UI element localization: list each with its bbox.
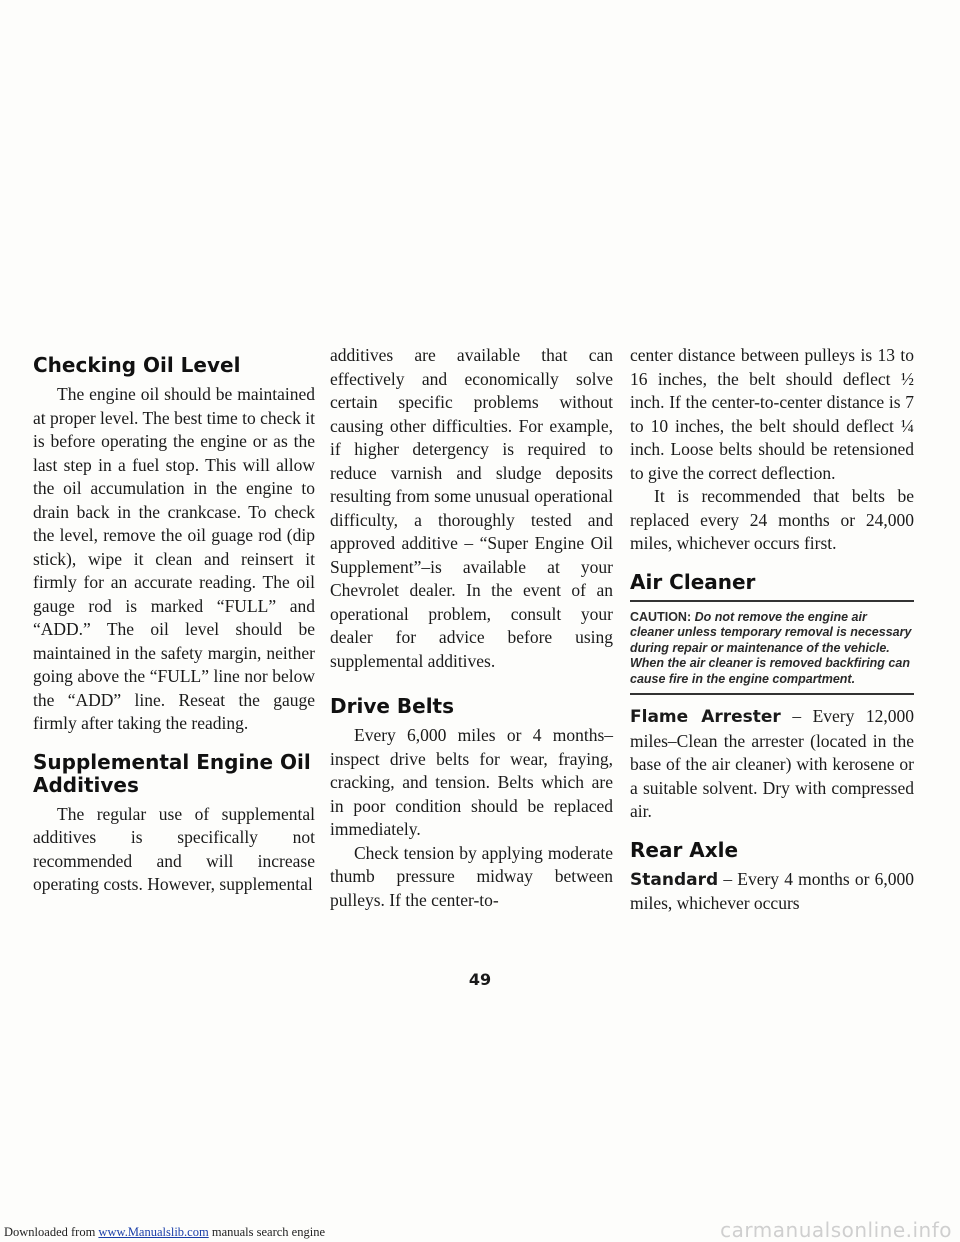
paragraph-rear-axle-standard bbox=[630, 868, 914, 916]
column-right bbox=[630, 338, 914, 916]
download-footer bbox=[4, 1225, 325, 1240]
column-left bbox=[33, 338, 315, 897]
paragraph-supplemental-additives: The regular use of supplemental additives is specifically not recommended and will increase operating costs. However, supplemental bbox=[33, 803, 315, 894]
heading-checking-oil-level: Checking Oil Level bbox=[33, 353, 241, 377]
paragraph-belt-replacement: It is recommended that belts be replaced every 24 months or 24,000 miles, whichever occurs first. bbox=[630, 486, 914, 553]
column-middle bbox=[330, 338, 613, 912]
paragraph-drive-belts-inspect: Every 6,000 miles or 4 months–inspect drive belts for wear, fraying, cracking, and tension. Belts which are in poor condition should be replaced immediately. bbox=[330, 725, 613, 839]
heading-supplemental-additives: Supplemental Engine Oil Additives bbox=[33, 749, 311, 797]
standard-runin: Standard bbox=[630, 869, 719, 890]
manualslib-link[interactable]: www.Manualslib.com bbox=[98, 1225, 209, 1239]
footer-prefix: Downloaded from bbox=[4, 1225, 96, 1239]
paragraph-flame-arrester bbox=[630, 705, 914, 824]
watermark-text: carmanualsonline.info bbox=[720, 1218, 952, 1242]
page-number: 49 bbox=[468, 970, 492, 989]
flame-arrester-text: – Every 12,000 miles–Clean the arrester (located in the base of the air cleaner) with kerosene or a suitable solvent. Dry with compressed air. bbox=[630, 706, 914, 821]
paragraph-additives-continued: additives are available that can effectively and economically solve certain specific problems without causing other difficulties. For example, if higher detergency is required to reduce varnish and sludge deposits resulting from some unusual operational difficulty, a thoroughly tested and approved additive – “Super Engine Oil Supplement”–is available at your Chevrolet dealer. In the event of an operational problem, consult your dealer for advice before using supplemental additives. bbox=[330, 345, 613, 671]
caution-text: Do not remove the engine air cleaner unless temporary removal is necessary during repair or maintenance of the vehicle. When the air cleaner is removed backfiring can cause fire in the engine compartment. bbox=[630, 609, 912, 686]
flame-arrester-runin: Flame Arrester bbox=[630, 707, 781, 727]
heading-air-cleaner: Air Cleaner bbox=[630, 569, 756, 594]
heading-drive-belts: Drive Belts bbox=[330, 694, 455, 718]
paragraph-drive-belts-tension: Check tension by applying moderate thumb pressure midway between pulleys. If the center-to- bbox=[330, 842, 613, 910]
caution-label: CAUTION: bbox=[630, 609, 692, 624]
rear-axle-text: – Every 4 months or 6,000 miles, whichever occurs bbox=[630, 868, 914, 913]
paragraph-oil-level: The engine oil should be maintained at proper level. The best time to check it is before operating the engine or as the last step in a fuel stop. This will allow the oil accumulation in the engine to drain back in the crankcase. To check the level, remove the oil guage rod (dip stick), wipe it clean and reinsert it firmly for an accurate reading. The oil gauge rod is marked “FULL” and “ADD.” The oil level should be maintained in the safety margin, neither going above the “FULL” line nor below the “ADD” line. Reseat the gauge firmly after taking the reading. bbox=[33, 384, 316, 733]
paragraph-belt-deflection: center distance between pulleys is 13 to 16 inches, the belt should deflect ½ inch. If the center-to-center distance is 7 to 10 inches, the belt should deflect ¼ inch. Loose belts should be retensioned to give the correct deflection. bbox=[630, 345, 914, 483]
heading-rear-axle: Rear Axle bbox=[630, 837, 739, 862]
caution-box bbox=[630, 600, 914, 696]
footer-suffix: manuals search engine bbox=[211, 1225, 325, 1239]
